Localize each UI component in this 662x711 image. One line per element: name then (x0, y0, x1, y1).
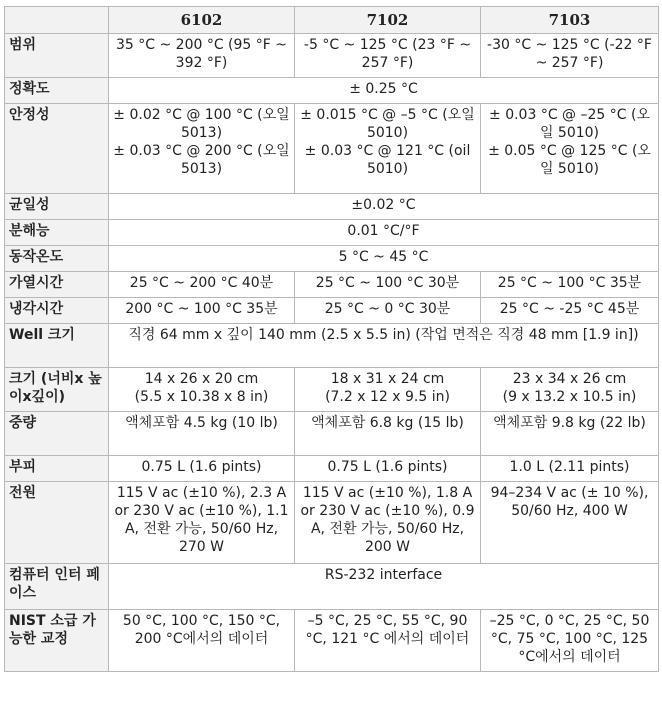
stability-7102-line1: ± 0.015 °C @ –5 °C (오일 5010) (300, 107, 475, 141)
stability-7102-line2: ± 0.03 °C @ 121 °C (oil 5010) (304, 143, 471, 177)
size-7102-imperial: (7.2 x 12 x 9.5 in) (325, 389, 450, 405)
stability-7103-line1: ± 0.03 °C @ –25 °C (오일 5010) (489, 107, 650, 141)
nist-6102: 50 °C, 100 °C, 150 °C, 200 °C에서의 데이터 (109, 610, 295, 672)
stability-6102-line2: ± 0.03 °C @ 200 °C (오일 5013) (113, 143, 290, 177)
row-operating-temp (5, 246, 659, 272)
stability-7103-line2: ± 0.05 °C @ 125 °C (오일 5010) (488, 143, 651, 177)
label-weight: 중량 (5, 412, 109, 456)
size-6102-metric: 14 x 26 x 20 cm (144, 371, 259, 387)
label-accuracy: 정확도 (5, 78, 109, 104)
label-heating-time: 가열시간 (5, 272, 109, 298)
label-uniformity: 균일성 (5, 194, 109, 220)
header-6102: 6102 (109, 7, 295, 34)
row-range (5, 34, 659, 78)
heating-7103: 25 °C ~ 100 °C 35분 (481, 272, 659, 298)
heating-7102: 25 °C ~ 100 °C 30분 (295, 272, 481, 298)
size-7103-metric: 23 x 34 x 26 cm (512, 371, 627, 387)
nist-7102: –5 °C, 25 °C, 55 °C, 90 °C, 121 °C 에서의 데이터 (295, 610, 481, 672)
well-size-value: 직경 64 mm x 깊이 140 mm (2.5 x 5.5 in) (작업 면적은 직경 48 mm [1.9 in]) (109, 324, 659, 368)
size-6102-imperial: (5.5 x 10.38 x 8 in) (134, 389, 269, 405)
size-7102 (295, 368, 481, 412)
header-empty (5, 7, 109, 34)
row-stability (5, 104, 659, 194)
weight-7102: 액체포함 6.8 kg (15 lb) (295, 412, 481, 456)
operating-temp-value: 5 °C ~ 45 °C (109, 246, 659, 272)
label-stability: 안정성 (5, 104, 109, 194)
header-7102: 7102 (295, 7, 481, 34)
label-well-size: Well 크기 (5, 324, 109, 368)
label-power: 전원 (5, 482, 109, 564)
weight-7103: 액체포함 9.8 kg (22 lb) (481, 412, 659, 456)
label-nist: NIST 소급 가능한 교정 (5, 610, 109, 672)
power-7103: 94–234 V ac (± 10 %), 50/60 Hz, 400 W (481, 482, 659, 564)
row-accuracy (5, 78, 659, 104)
stability-6102-line1: ± 0.02 °C @ 100 °C (오일 5013) (113, 107, 290, 141)
range-7103: -30 °C ~ 125 °C (-22 °F ~ 257 °F) (481, 34, 659, 78)
row-resolution (5, 220, 659, 246)
cooling-7102: 25 °C ~ 0 °C 30분 (295, 298, 481, 324)
size-7103-imperial: (9 x 13.2 x 10.5 in) (502, 389, 637, 405)
header-row (5, 7, 659, 34)
header-7103: 7103 (481, 7, 659, 34)
label-operating-temp: 동작온도 (5, 246, 109, 272)
uniformity-value: ±0.02 °C (109, 194, 659, 220)
range-6102: 35 °C ~ 200 °C (95 °F ~ 392 °F) (109, 34, 295, 78)
volume-6102: 0.75 L (1.6 pints) (109, 456, 295, 482)
nist-7103: –25 °C, 0 °C, 25 °C, 50 °C, 75 °C, 100 °C, 125 °C에서의 데이터 (481, 610, 659, 672)
label-size: 크기 (너비x 높이x깊이) (5, 368, 109, 412)
resolution-value: 0.01 °C/°F (109, 220, 659, 246)
row-size (5, 368, 659, 412)
label-volume: 부피 (5, 456, 109, 482)
size-6102 (109, 368, 295, 412)
label-resolution: 분해능 (5, 220, 109, 246)
row-power (5, 482, 659, 564)
heating-6102: 25 °C ~ 200 °C 40분 (109, 272, 295, 298)
spec-table (4, 6, 659, 672)
power-7102: 115 V ac (±10 %), 1.8 A or 230 V ac (±10 %), 0.9 A, 전환 가능, 50/60 Hz, 200 W (295, 482, 481, 564)
volume-7103: 1.0 L (2.11 pints) (481, 456, 659, 482)
row-cooling-time (5, 298, 659, 324)
row-heating-time (5, 272, 659, 298)
row-uniformity (5, 194, 659, 220)
row-interface (5, 564, 659, 610)
row-well-size (5, 324, 659, 368)
size-7102-metric: 18 x 31 x 24 cm (330, 371, 445, 387)
row-nist (5, 610, 659, 672)
stability-7103 (481, 104, 659, 194)
row-volume (5, 456, 659, 482)
row-weight (5, 412, 659, 456)
range-7102: -5 °C ~ 125 °C (23 °F ~ 257 °F) (295, 34, 481, 78)
stability-7102 (295, 104, 481, 194)
weight-6102: 액체포함 4.5 kg (10 lb) (109, 412, 295, 456)
power-6102: 115 V ac (±10 %), 2.3 A or 230 V ac (±10 %), 1.1 A, 전환 가능, 50/60 Hz, 270 W (109, 482, 295, 564)
label-interface: 컴퓨터 인터 페이스 (5, 564, 109, 610)
label-cooling-time: 냉각시간 (5, 298, 109, 324)
label-range: 범위 (5, 34, 109, 78)
accuracy-value: ± 0.25 °C (109, 78, 659, 104)
size-7103 (481, 368, 659, 412)
interface-value: RS-232 interface (109, 564, 659, 610)
volume-7102: 0.75 L (1.6 pints) (295, 456, 481, 482)
stability-6102 (109, 104, 295, 194)
cooling-7103: 25 °C ~ -25 °C 45분 (481, 298, 659, 324)
cooling-6102: 200 °C ~ 100 °C 35분 (109, 298, 295, 324)
